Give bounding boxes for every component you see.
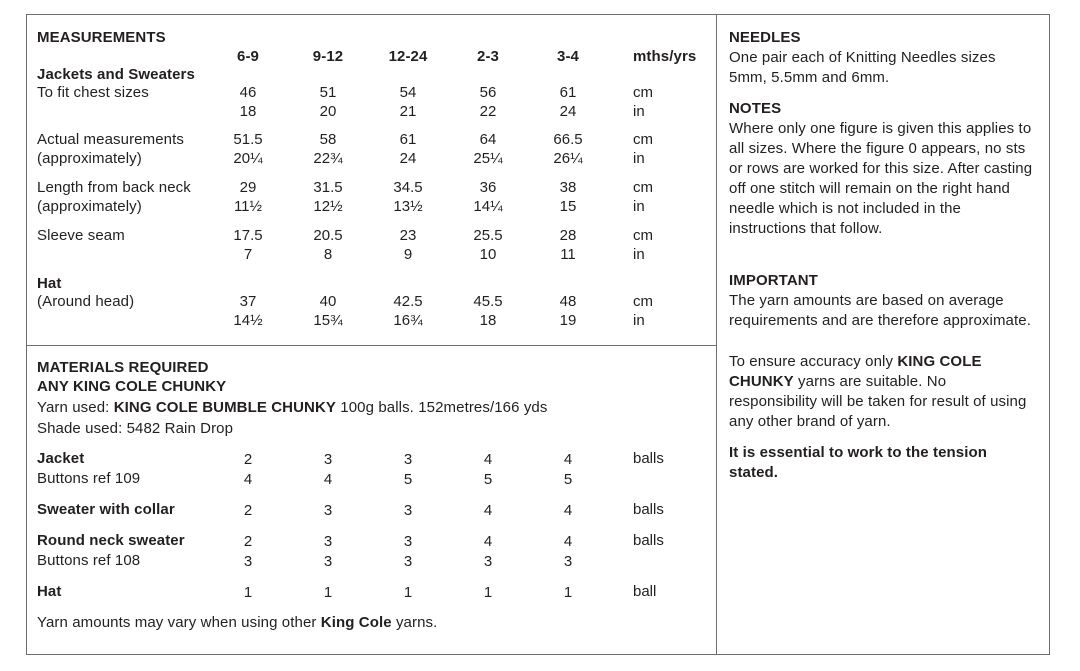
column-divider (716, 14, 717, 655)
material-label: Jacket (37, 450, 85, 467)
hat-value: 42.5 16¾ (393, 293, 423, 329)
material-value: 4 3 (483, 533, 493, 570)
footer-suffix: yarns. (391, 614, 438, 631)
material-value: 1 (323, 584, 333, 601)
measurement-unit: cm in (633, 179, 653, 215)
material-unit: balls (633, 532, 664, 549)
measurement-value: 20.5 8 (313, 227, 343, 263)
measurement-value: 64 25¼ (473, 131, 503, 167)
measurement-value: 38 15 (559, 179, 577, 215)
measurement-value: 66.5 26¼ (553, 131, 583, 167)
yarn-used-line (37, 399, 547, 417)
measurement-value: 34.5 13½ (393, 179, 423, 215)
material-value: 4 3 (563, 533, 573, 570)
material-sublabel: Buttons ref 108 (37, 552, 141, 569)
measurement-value: 58 22¾ (313, 131, 343, 167)
measurement-value: 17.5 7 (233, 227, 263, 263)
pattern-info-frame (26, 14, 1050, 655)
material-sublabel: Buttons ref 109 (37, 470, 141, 487)
measurement-value: 46 18 (239, 84, 257, 120)
hat-unit: cm in (633, 293, 653, 329)
material-value: 3 4 (323, 451, 333, 488)
measurement-value: 56 22 (479, 84, 497, 120)
materials-heading: MATERIALS REQUIRED (37, 359, 209, 376)
measurement-value: 51.5 20¼ (233, 131, 263, 167)
material-value: 1 (243, 584, 253, 601)
size-header: 9-12 (312, 48, 344, 65)
material-value: 1 (483, 584, 493, 601)
shade-used-line: Shade used: 5482 Rain Drop (37, 420, 234, 437)
material-label: Round neck sweater (37, 532, 185, 549)
measurement-value: 61 24 (399, 131, 417, 167)
materials-subheading: ANY KING COLE CHUNKY (37, 378, 227, 395)
measurement-label: Length from back neck (approximately) (37, 179, 191, 215)
needles-text: One pair each of Knitting Needles sizes 5mm, 5.5mm and 6mm. (729, 49, 996, 86)
hat-value: 37 14½ (233, 293, 263, 329)
yarn-footer-note (37, 614, 437, 632)
measurement-label: Sleeve seam (37, 227, 125, 244)
material-unit: ball (633, 583, 657, 600)
hat-label: Hat (37, 275, 62, 292)
size-header: 6-9 (237, 48, 259, 65)
measurement-unit: cm in (633, 227, 653, 263)
material-value: 3 3 (323, 533, 333, 570)
yarn-used-suffix: 100g balls. 152metres/166 yds (336, 399, 548, 416)
measurement-value: 51 20 (319, 84, 337, 120)
measurement-value: 54 21 (399, 84, 417, 120)
size-header: 12-24 (388, 48, 428, 65)
measurement-value: 25.5 10 (473, 227, 503, 263)
material-label: Sweater with collar (37, 501, 175, 518)
material-unit: balls (633, 501, 664, 518)
material-unit: balls (633, 450, 664, 467)
accuracy-text (729, 352, 1029, 432)
important-heading: IMPORTANT (729, 272, 818, 289)
section-divider (26, 345, 717, 346)
material-value: 4 5 (483, 451, 493, 488)
tension-note: It is essential to work to the tension stated. (729, 444, 988, 481)
measurement-value: 28 11 (559, 227, 577, 263)
yarn-used-name: KING COLE BUMBLE CHUNKY (113, 399, 337, 416)
material-value: 2 4 (243, 451, 253, 488)
measurement-value: 61 24 (559, 84, 577, 120)
hat-value: 48 19 (559, 293, 577, 329)
size-header: 3-4 (557, 48, 579, 65)
needles-heading: NEEDLES (729, 29, 801, 46)
material-value: 3 5 (403, 451, 413, 488)
material-value: 3 (403, 502, 413, 519)
hat-value: 40 15¾ (313, 293, 343, 329)
measurement-label: Actual measurements (approximately) (37, 131, 184, 167)
measurement-value: 36 14¼ (473, 179, 503, 215)
accuracy-suffix: yarns are suitable. No responsibility will be taken for result of using any other brand of yarn. (729, 373, 1027, 430)
notes-text: Where only one figure is given this applies to all sizes. Where the figure 0 appears, no sts or rows are worked for this size. After casting off one stitch will remain on the right hand needle which is not included in the instructions that follow. (729, 120, 1033, 237)
size-header: 2-3 (477, 48, 499, 65)
material-value: 1 (563, 584, 573, 601)
material-value: 2 (243, 502, 253, 519)
material-value: 4 5 (563, 451, 573, 488)
footer-prefix: Yarn amounts may vary when using other (37, 614, 321, 631)
material-value: 3 (323, 502, 333, 519)
measurement-value: 29 11½ (233, 179, 263, 215)
material-value: 4 (483, 502, 493, 519)
measurement-label: To fit chest sizes (37, 84, 149, 101)
accuracy-prefix: To ensure accuracy only (729, 353, 898, 370)
notes-heading: NOTES (729, 100, 782, 117)
material-label: Hat (37, 583, 62, 600)
material-value: 4 (563, 502, 573, 519)
measurement-unit: cm in (633, 84, 653, 120)
measurement-value: 31.5 12½ (313, 179, 343, 215)
units-header: mths/yrs (633, 48, 697, 65)
material-value: 1 (403, 584, 413, 601)
yarn-used-prefix: Yarn used: (37, 399, 114, 416)
material-value: 2 3 (243, 533, 253, 570)
measurement-value: 23 9 (399, 227, 417, 263)
hat-sublabel: (Around head) (37, 293, 135, 310)
material-value: 3 3 (403, 533, 413, 570)
jackets-section-label: Jackets and Sweaters (37, 66, 195, 83)
measurements-heading: MEASUREMENTS (37, 29, 166, 46)
footer-brand: King Cole (320, 614, 392, 631)
measurement-unit: cm in (633, 131, 653, 167)
hat-value: 45.5 18 (473, 293, 503, 329)
accuracy-brand: KING COLE CHUNKY (729, 353, 982, 390)
important-text: The yarn amounts are based on average requirements and are therefore approximate. (729, 292, 1031, 329)
